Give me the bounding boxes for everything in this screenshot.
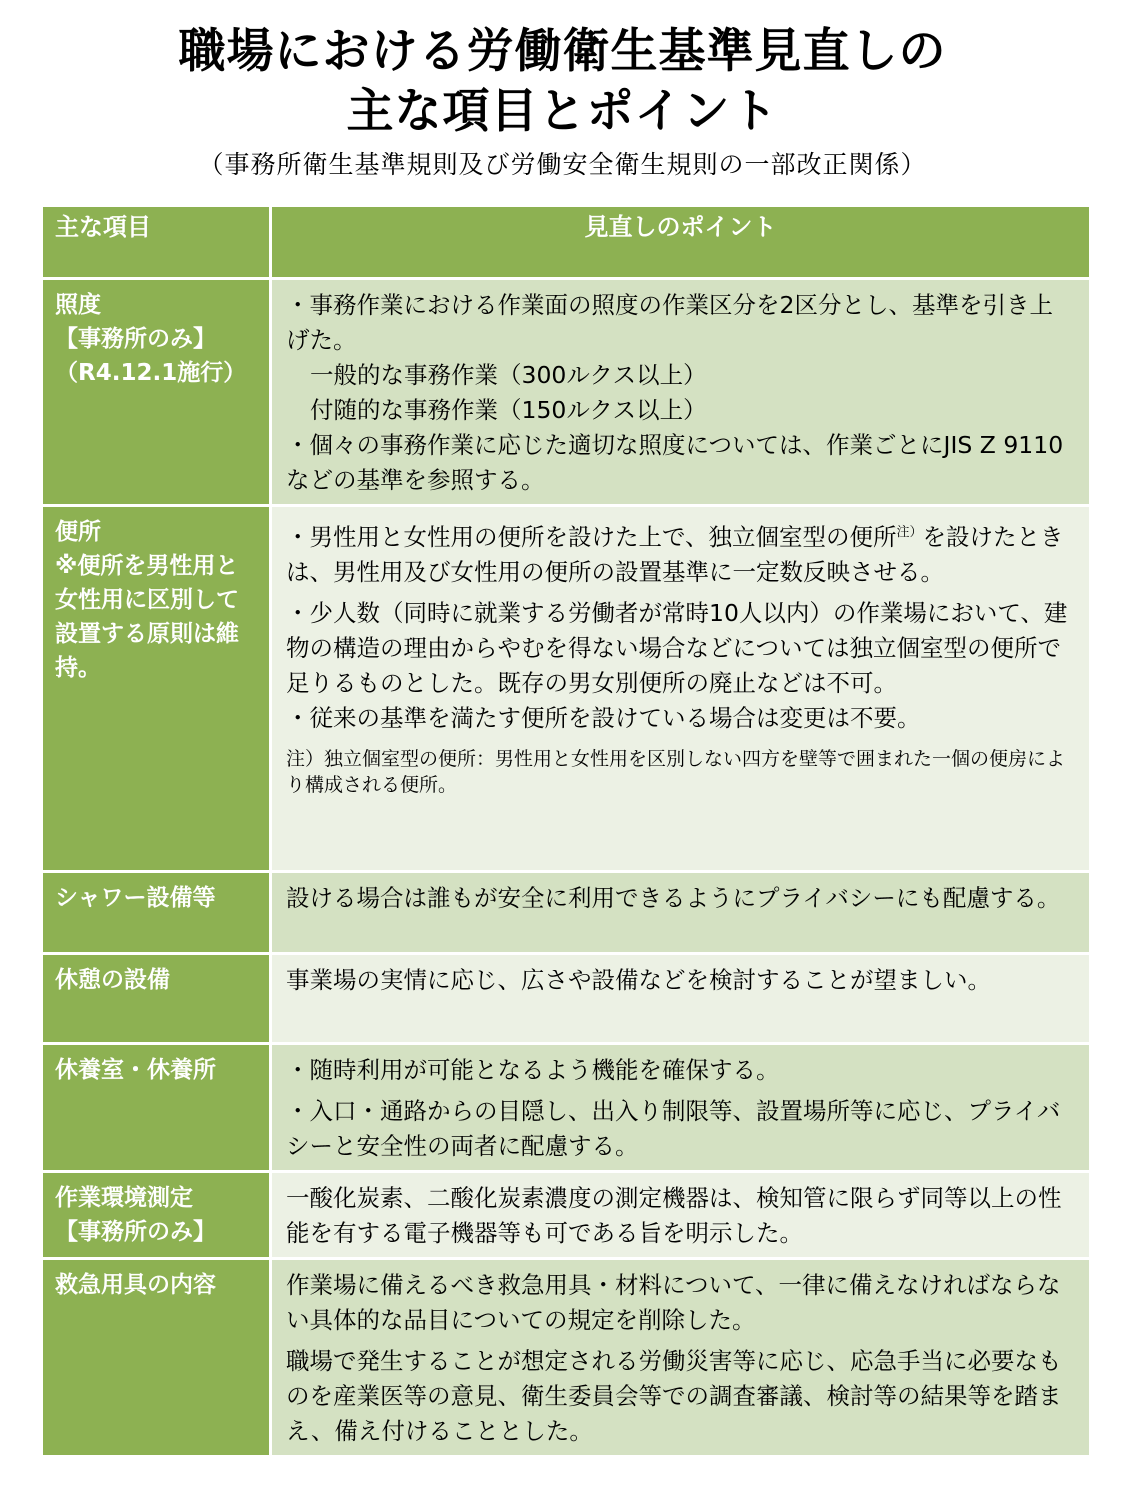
item-label: シャワー設備等 xyxy=(55,885,216,911)
item-label: 休憩の設備 xyxy=(55,967,170,993)
point-cell xyxy=(271,506,1091,872)
item-label: 休養室・休養所 xyxy=(55,1057,216,1083)
title-block xyxy=(0,0,1125,182)
point-text: ・従来の基準を満たす便所を設けている場合は変更は不要。 xyxy=(286,703,921,732)
table-header-row xyxy=(42,206,1091,279)
point-text: 作業場に備えるべき救急用具・材料について、一律に備えなければならない具体的な品目についての規定を削除した。 xyxy=(286,1271,1061,1334)
item-cell xyxy=(42,954,271,1044)
point-text: 設ける場合は誰もが安全に利用できるようにプライバシーにも配慮する。 xyxy=(286,884,1061,912)
item-cell xyxy=(42,506,271,872)
point-text: ・事務作業における作業面の照度の作業区分を2区分とし、基準を引き上げた。 xyxy=(286,291,1053,354)
table-row xyxy=(42,1044,1091,1172)
point-text: 付随的な事務作業（150ルクス以上） xyxy=(310,396,707,424)
point-text: ・入口・通路からの目隠し、出入り制限等、設置場所等に応じ、プライバシーと安全性の両者に配慮する。 xyxy=(286,1097,1061,1160)
table-row xyxy=(42,954,1091,1044)
point-text: ・随時利用が可能となるよう機能を確保する。 xyxy=(286,1056,780,1084)
item-label: 照度 xyxy=(55,292,101,318)
point-text: 事業場の実情に応じ、広さや設備などを検討することが望ましい。 xyxy=(286,966,991,994)
item-cell xyxy=(42,1259,271,1457)
header-point: 見直しのポイント xyxy=(271,206,1091,279)
point-text: 一般的な事務作業（300ルクス以上） xyxy=(310,361,707,389)
item-cell xyxy=(42,279,271,506)
point-text: 職場で発生することが想定される労働災害等に応じ、応急手当に必要なものを産業医等の意見、衛生委員会等での調査審議、検討等の結果等を踏まえ、備え付けることとした。 xyxy=(286,1347,1062,1445)
point-cell xyxy=(271,279,1091,506)
footnote: 注）独立個室型の便所：男性用と女性用を区別しない四方を壁等で囲まれた一個の便房により構成される便所。 xyxy=(286,747,1066,796)
table-row xyxy=(42,1172,1091,1259)
point-cell xyxy=(271,1044,1091,1172)
table-row xyxy=(42,872,1091,954)
item-label: ※便所を男性用と女性用に区別して設置する原則は維持。 xyxy=(55,553,239,681)
point-text: ・個々の事務作業に応じた適切な照度については、作業ごとにJIS Z 9110などの基準を参照する。 xyxy=(286,431,1064,494)
item-label: 便所 xyxy=(55,519,101,545)
table-row xyxy=(42,1259,1091,1457)
page-title-line-2: 主な項目とポイント xyxy=(346,84,779,139)
point-cell xyxy=(271,1259,1091,1457)
header-item: 主な項目 xyxy=(42,206,271,279)
item-cell xyxy=(42,872,271,954)
point-text: 一酸化炭素、二酸化炭素濃度の測定機器は、検知管に限らず同等以上の性能を有する電子機器等も可である旨を明示した。 xyxy=(286,1184,1062,1247)
point-text: ・少人数（同時に就業する労働者が常時10人以内）の作業場において、建物の構造の理由からやむを得ない場合などについては独立個室型の便所で足りるものとした。既存の男女別便所の廃止などは不可。 xyxy=(286,598,1068,697)
note-marker: 注） xyxy=(896,525,923,540)
item-cell xyxy=(42,1172,271,1259)
page-subtitle: （事務所衛生基準規則及び労働安全衛生規則の一部改正関係） xyxy=(198,150,927,179)
point-text xyxy=(286,515,1075,590)
page-title-line-1: 職場における労働衛生基準見直しの xyxy=(178,24,947,79)
point-text-part: ・男性用と女性用の便所を設けた上で、独立個室型の便所 xyxy=(286,522,897,551)
point-text-part: を設けたときは、男性用及び女性用の便所の設置基準に一定数反映させる。 xyxy=(286,522,1064,586)
point-cell xyxy=(271,954,1091,1044)
point-cell xyxy=(271,1172,1091,1259)
item-label: 【事務所のみ】 xyxy=(55,326,216,352)
item-label: （R4.12.1施行） xyxy=(55,360,247,386)
item-cell xyxy=(42,1044,271,1172)
point-cell xyxy=(271,872,1091,954)
table-row xyxy=(42,279,1091,506)
standards-table xyxy=(40,204,1092,1458)
table-row xyxy=(42,506,1091,872)
item-label: 救急用具の内容 xyxy=(55,1272,216,1298)
item-label: 【事務所のみ】 xyxy=(55,1219,216,1245)
item-label: 作業環境測定 xyxy=(55,1185,193,1211)
